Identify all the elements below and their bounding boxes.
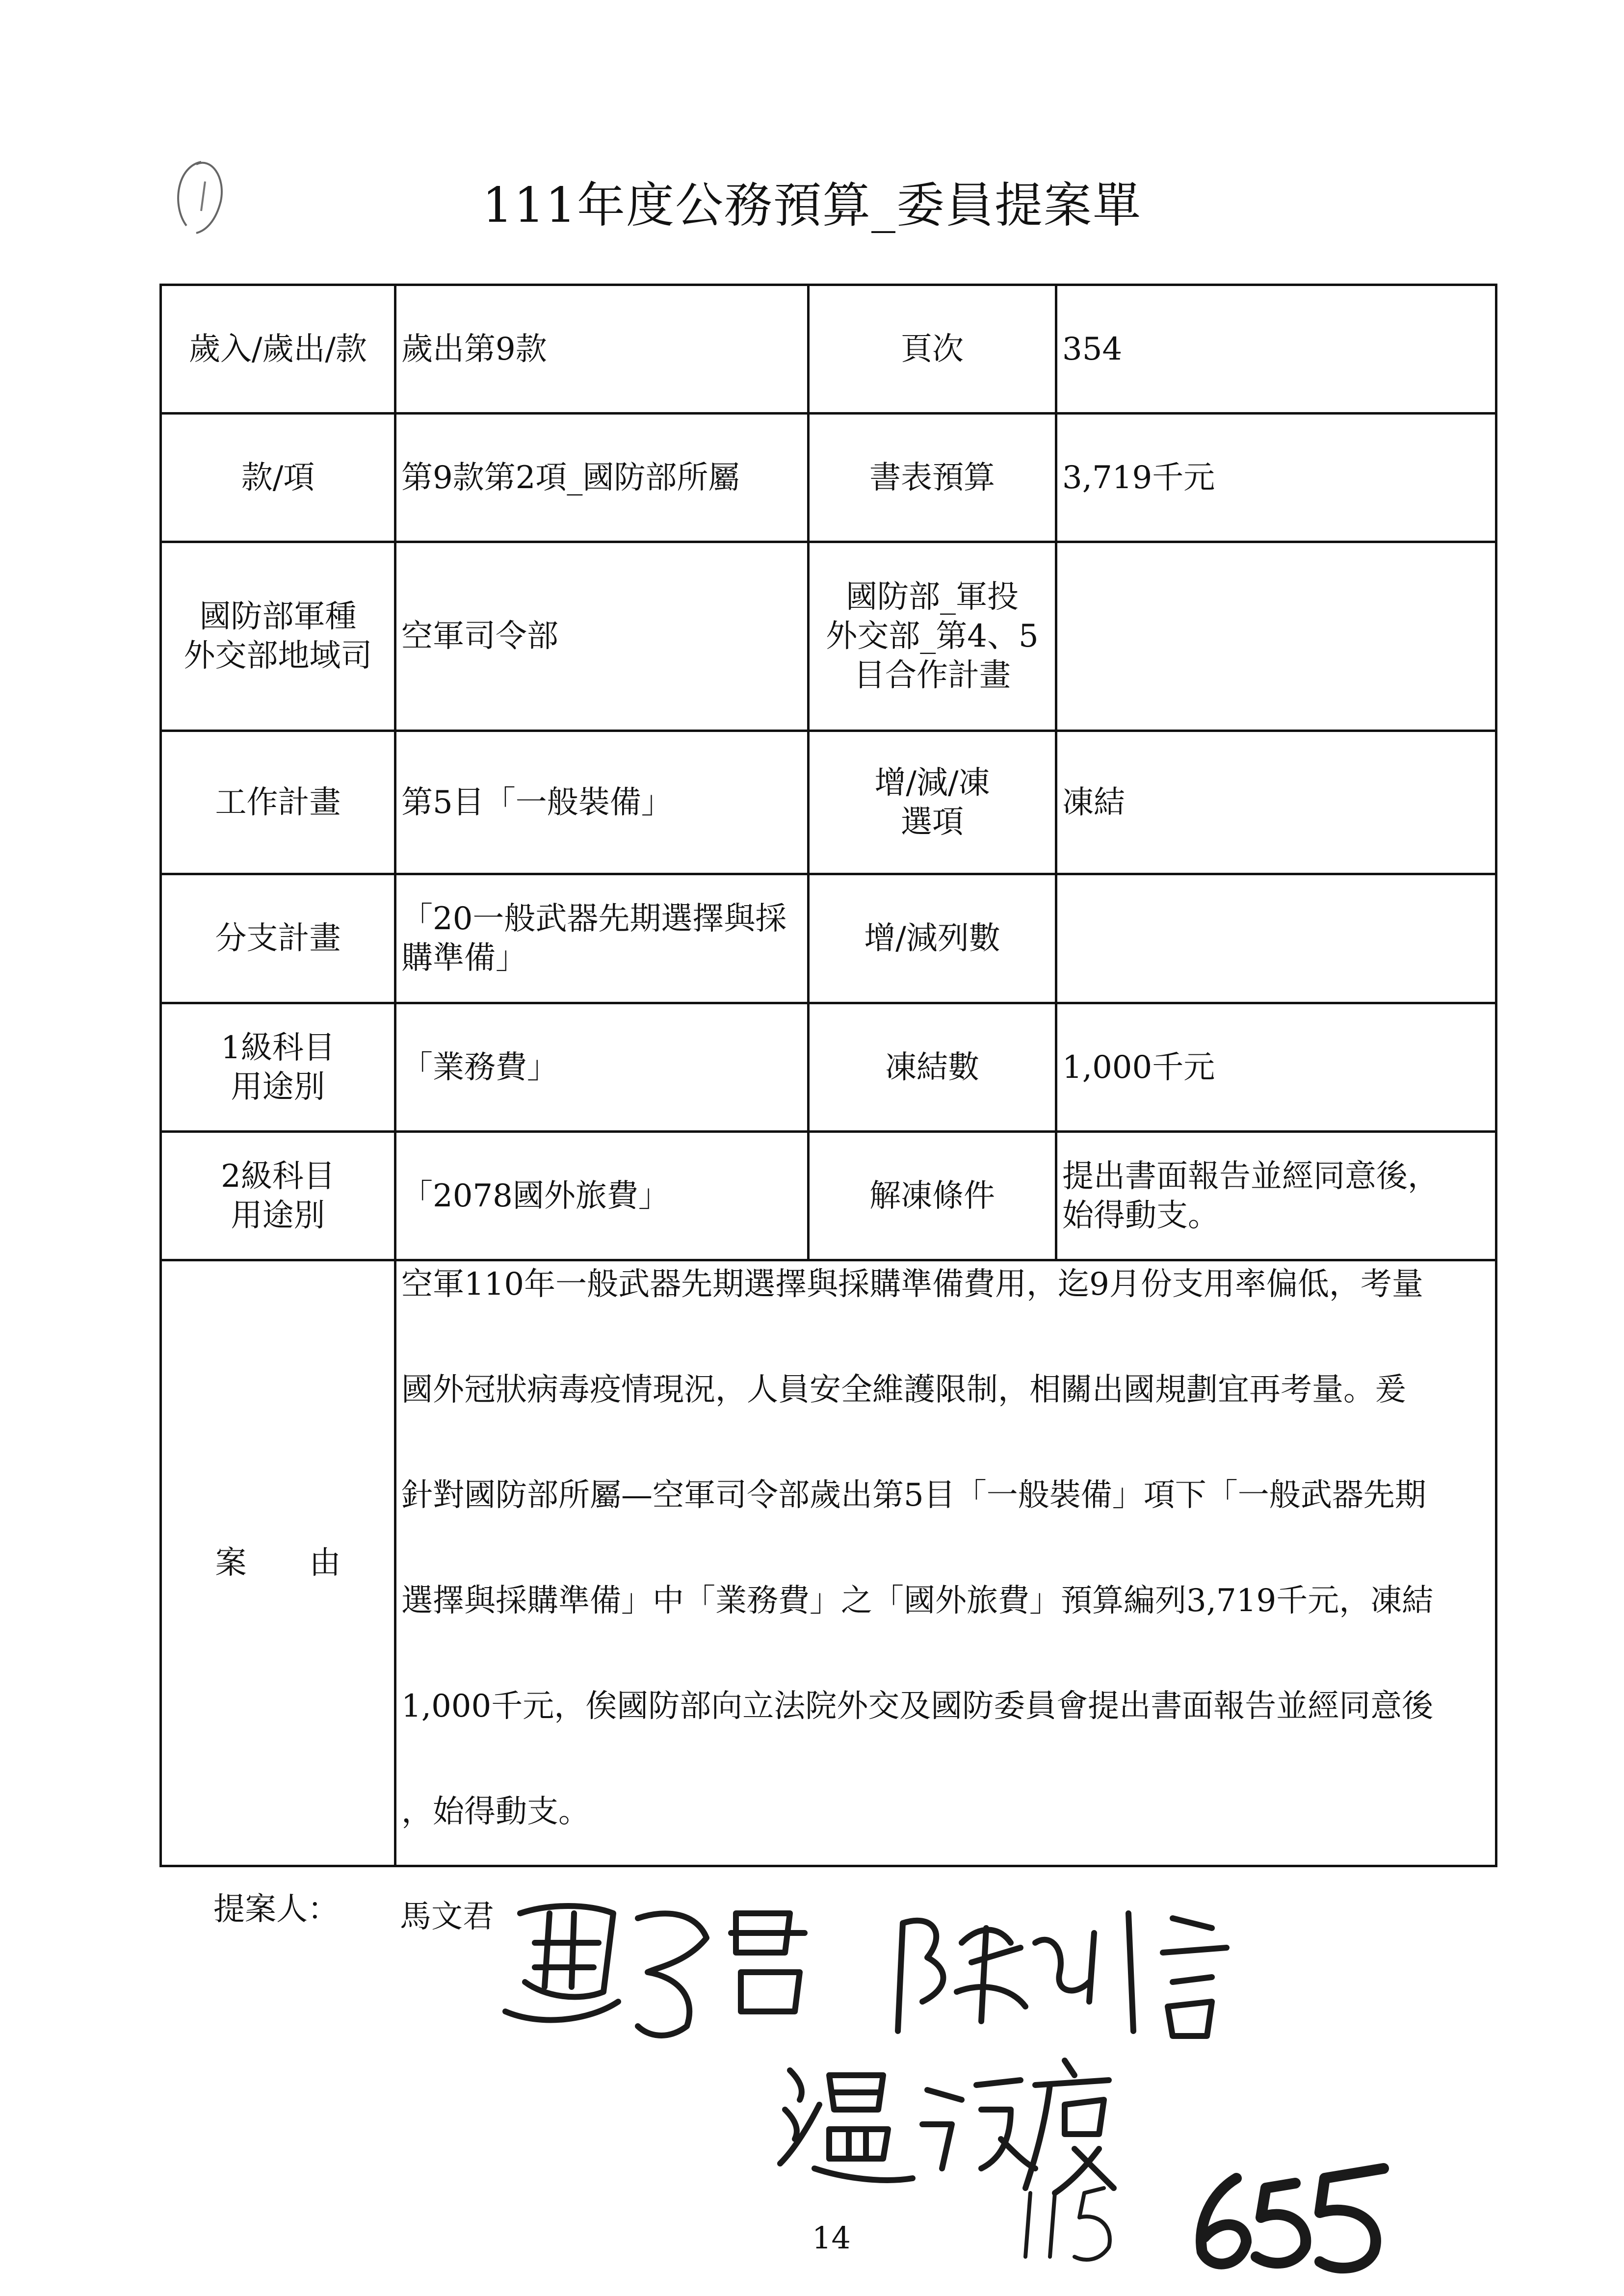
value-book-budget: 3,719千元 [1056,414,1496,542]
page-number: 14 [812,2220,851,2256]
label-unfreeze-condition: 解凍條件 [809,1132,1056,1260]
label-level1-line-1: 1級科目 [221,1029,335,1066]
label-frozen-amount: 凍結數 [809,1003,1056,1132]
value-item: 第9款第2項_國防部所屬 [395,414,809,542]
value-change-amount [1056,874,1496,1003]
label-page: 頁次 [809,285,1056,414]
form-row-level2-subject [161,1132,1496,1260]
reason-line-1: 空軍110年一般武器先期選擇與採購準備費用，迄9月份支用率偏低，考量 [401,1266,1423,1303]
reason-line-4: 選擇與採購準備」中「業務費」之「國外旅費」預算編列3,719千元，凍結 [401,1583,1434,1619]
label-book-budget: 書表預算 [809,414,1056,542]
value-budget-category: 歲出第9款 [395,285,809,414]
label-level2-subject [161,1132,395,1260]
label-action-option [809,731,1056,874]
form-row-reason [161,1260,1496,1866]
value-unit: 空軍司令部 [395,542,809,731]
reason-line-3: 針對國防部所屬—空軍司令部歲出第5目「一般裝備」項下「一般武器先期 [401,1477,1426,1513]
label-action-line-2: 選項 [901,804,964,840]
value-page: 354 [1056,285,1496,414]
label-work-plan: 工作計畫 [161,731,395,874]
reason-line-5: 1,000千元，俟國防部向立法院外交及國防委員會提出書面報告並經同意後 [401,1688,1434,1724]
value-branch-line-2: 購準備」 [401,940,527,976]
value-reason [395,1260,1496,1866]
value-work-plan: 第5目「一般裝備」 [395,731,809,874]
value-branch-plan [395,874,809,1003]
form-row-work-plan [161,731,1496,874]
reason-text [401,1260,1490,1865]
value-level1-subject: 「業務費」 [395,1003,809,1132]
value-branch-line-1: 「20一般武器先期選擇與採 [401,901,787,937]
label-cooperation-plan [809,542,1056,731]
form-row-branch-plan [161,874,1496,1003]
handwritten-note-large [1201,2168,1384,2268]
reason-line-6: ，始得動支。 [401,1794,590,1830]
label-change-amount: 增/減列數 [809,874,1056,1003]
circle-mark-icon [167,147,245,240]
value-unfreeze-line-1: 提出書面報告並經同意後， [1062,1158,1439,1195]
label-unit [161,542,395,731]
proposal-form-table [159,284,1497,1867]
signature-3 [780,2061,1114,2193]
value-action-option: 凍結 [1056,731,1496,874]
label-item: 款/項 [161,414,395,542]
proposer-label: 提案人： [213,1891,339,1928]
handwritten-note-small [1025,2188,1110,2260]
value-frozen-amount: 1,000千元 [1056,1003,1496,1132]
value-cooperation-plan [1056,542,1496,731]
form-row-item [161,414,1496,542]
label-cooperation-line-2: 外交部_第4、5 [826,618,1039,654]
reason-line-2: 國外冠狀病毒疫情現況，人員安全維護限制，相關出國規劃宜再考量。爰 [401,1372,1406,1408]
form-row-budget-category [161,285,1496,414]
value-level2-subject: 「2078國外旅費」 [395,1132,809,1260]
label-cooperation-line-3: 目合作計畫 [854,657,1011,694]
label-action-line-1: 增/減/凍 [874,764,990,801]
form-row-unit [161,542,1496,731]
proposer-name: 馬文君 [400,1899,494,1935]
label-unit-line-1: 國防部軍種 [199,599,357,635]
label-level1-subject [161,1003,395,1132]
document-title: 111年度公務預算_委員提案單 [482,178,1142,234]
label-budget-category: 歲入/歲出/款 [161,285,395,414]
label-cooperation-line-1: 國防部_軍投 [846,579,1019,615]
label-branch-plan: 分支計畫 [161,874,395,1003]
value-unfreeze-condition [1056,1132,1496,1260]
label-level2-line-1: 2級科目 [221,1158,335,1195]
signature-2 [898,1913,1227,2036]
label-level2-line-2: 用途別 [231,1197,325,1234]
signature-1 [505,1906,805,2035]
form-row-level1-subject [161,1003,1496,1132]
value-unfreeze-line-2: 始得動支。 [1062,1197,1219,1234]
label-unit-line-2: 外交部地域司 [183,638,372,674]
label-reason: 案 由 [161,1260,395,1866]
label-level1-line-2: 用途別 [231,1069,325,1105]
